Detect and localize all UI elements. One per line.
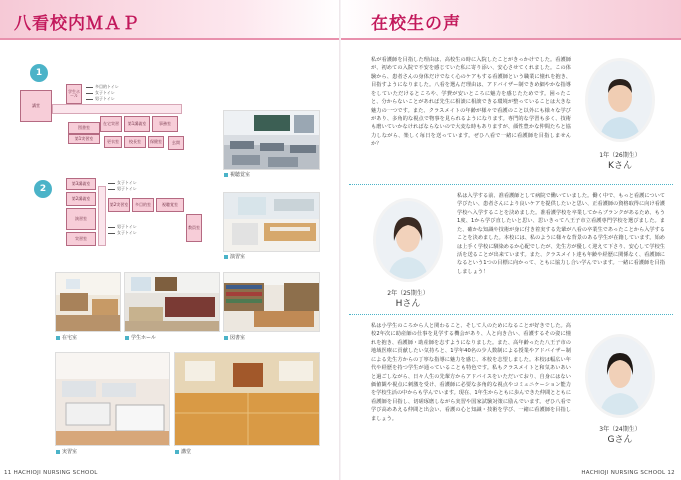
floor-2-corridor <box>98 186 106 246</box>
photo-library <box>223 272 320 332</box>
right-page <box>341 0 681 480</box>
caption-home-care-room <box>56 334 77 341</box>
testimonial-text: 私は入学する前、准看護師として病院で働いていました。働く中で、もっと看護について学びたい、患者さんにより良いケアを提供したいと思い、正看護師の資格取得に向け看護学校へ入学することを決めました。准看護学校を卒業してからブランクがあるため、もう1度、1から学び直したいと思い、思いきって八王子市立看護専門学校を選びました。また、確かな知識や技術が身に付き着実する先輩が八看の卒業生であったことから入学することを決めました。本校には、私のように様々な背景のある学生が在籍しています。始めは上手く学校に馴染めるか心配でしたが、先生方が優しく迎えて下さり、安心して学校生活を送ることが出来ています。また、クラスメイト達も年齢や経歴に関係なく、看護師になるという1つの目標に向かって、ともに協力し合い学んでいます。一緒に看護師を目指しましょう！ <box>457 193 665 275</box>
photo-auditorium <box>174 352 320 446</box>
floor-2-badge: 2 <box>34 180 52 198</box>
caption-lab <box>56 448 77 455</box>
left-header-underline <box>0 38 340 40</box>
floor-2-legend: 女子トイレ <box>108 230 137 236</box>
floor-2-room: 第2実習室 <box>108 198 130 212</box>
floor-1-legend: 多目的トイレ <box>86 84 119 90</box>
section-divider <box>349 314 673 315</box>
left-page <box>0 0 340 480</box>
photo-lab <box>55 352 170 446</box>
floor-1-room: 事務室 <box>152 116 178 132</box>
student-name: Hさん <box>395 299 421 309</box>
caption-text: 実習室 <box>62 449 78 455</box>
caption-student-hall <box>125 334 156 341</box>
student-portrait <box>585 334 655 418</box>
photo-home-care-room <box>55 272 121 332</box>
floor-1-room: 保健室 <box>148 136 164 148</box>
floor-1-room: 第1実習室 <box>68 134 100 144</box>
floor-1-legend: 女子トイレ <box>86 90 115 96</box>
floor-2-room: 第2講義室 <box>66 192 96 206</box>
floor-1-map <box>20 84 216 160</box>
left-page-title: 八看校内ＭＡＰ <box>14 14 140 34</box>
caption-text: 在宅室 <box>62 335 78 341</box>
left-folio: 11 HACHIOJI NURSING SCHOOL <box>4 470 98 476</box>
floor-1-room: 更衣室 <box>104 136 122 148</box>
student-name: Kさん <box>608 161 632 171</box>
student-portrait <box>373 198 443 282</box>
floor-2-legend: 女子トイレ <box>108 180 137 186</box>
right-folio: HACHIOJI NURSING SCHOOL 12 <box>581 470 675 476</box>
floor-1-room: 講堂 <box>20 90 52 122</box>
floor-1-room: 図書室 <box>68 122 100 134</box>
floor-2-map <box>60 178 220 258</box>
floor-1-room: 学生ホール <box>66 84 82 104</box>
caption-text: 講堂 <box>181 449 192 455</box>
floor-1-room: 在宅実習 <box>100 116 122 132</box>
section-divider <box>349 184 673 185</box>
photo-student-hall <box>124 272 220 332</box>
right-page-title: 在校生の声 <box>371 14 461 34</box>
floor-2-room: 教員室 <box>186 214 202 242</box>
caption-text: 演習室 <box>230 254 246 260</box>
student-year: 2年（25期生） <box>387 290 429 297</box>
floor-1-badge: 1 <box>30 64 48 82</box>
right-header-underline <box>341 38 681 40</box>
floor-2-room: 第3講義室 <box>66 178 96 190</box>
floor-1-room: 玄関 <box>168 136 184 150</box>
caption-practice-room <box>224 253 245 260</box>
caption-library <box>224 334 245 341</box>
photo-practice-room <box>223 192 320 252</box>
caption-text: 図書室 <box>230 335 246 341</box>
floor-1-legend: 男子トイレ <box>86 96 115 102</box>
student-portrait <box>585 58 655 142</box>
floor-2-room: 演習室 <box>66 208 96 230</box>
caption-auditorium <box>175 448 191 455</box>
photo-audiovisual-room <box>223 110 320 170</box>
caption-text: 視聴覚室 <box>230 172 251 178</box>
student-year: 3年（24期生） <box>599 426 641 433</box>
floor-2-room: 実習室 <box>66 232 96 246</box>
floor-1-room: 第1講義室 <box>124 116 150 132</box>
floor-1-room: 校長室 <box>124 136 146 148</box>
floor-2-legend: 男子トイレ <box>108 186 137 192</box>
floor-2-legend: 男子トイレ <box>108 224 137 230</box>
floor-2-room: 多目的室 <box>132 198 154 212</box>
student-year: 1年（26期生） <box>599 152 641 159</box>
caption-text: 学生ホール <box>131 335 156 341</box>
caption-audiovisual-room <box>224 171 250 178</box>
floor-2-room: 視聴覚室 <box>156 198 184 212</box>
floor-1-corridor <box>52 104 182 114</box>
testimonial-text: 私は小学生のころから人と関わること、そして人のためになることが好きでした。高校2年次に助産師の仕事を見学する機会があり、人と向き合い、看護するその姿に憧れを抱き、看護師・助産師を志すようになりました。また、高年齢ったた八王子市の地域医療に貢献したい気持ちと、1学年40名の少人数制による授業やアドバイザー制による先生方からの丁寧な指導に魅力を感じ、本校を志望しました。本校は幅広い年代や経歴を持つ学生が通っていることも特色です。私もクラスメイトと和気あいあいと過ごしながら、日々人生の先輩方からアドバイスをいただいており、自身にはない価値観や視点に刺激を受け、看護師に必要な多角的な視点やコミュニケーション能力を学校生活の中からも学んでいます。現在、1年生からともに歩んできた仲間とともに看護師を目指し、切磋琢磨しながら実習や国家試験対策に励んでいます。ぜひ八看で学び高めあえる仲間と出会い、看護の心と知識・技術を学び、一緒に看護師を目指しましょう。 <box>371 323 572 422</box>
testimonial-text: 私が看護師を目指した理由は、高校生の時に入院したことがきっかけでした。看護師が、初めての入院で不安を感じていた私に寄り添い、安心させてくれました。この体験から、患者さんの身体だけでなく心のケアもする看護師という職業に憧れを抱き、目指すようになりました。八看を選んだ理由は、アドバイザー制できめ細やかな指導をしていただけるところや、学費が安いところに魅力を感じたためです。困ったこと、分からないことがあれば先生に相談に相談できる環境が整っていることは大きな魅力の一つです。また、クラスメイトの年齢が様々で看護のこと以外にも様々な学びがあり、多角的な視点で物事を見られるようになります。専門的な学習も多く、技術も磨いていかなければならないので大変な時もありますが、顔性豊かな仲間たちと協力しながら、楽しく毎日を送っています。ぜひ八看で一緒に看護師を目指しませんか？ <box>371 57 571 148</box>
student-name: Gさん <box>607 435 633 445</box>
